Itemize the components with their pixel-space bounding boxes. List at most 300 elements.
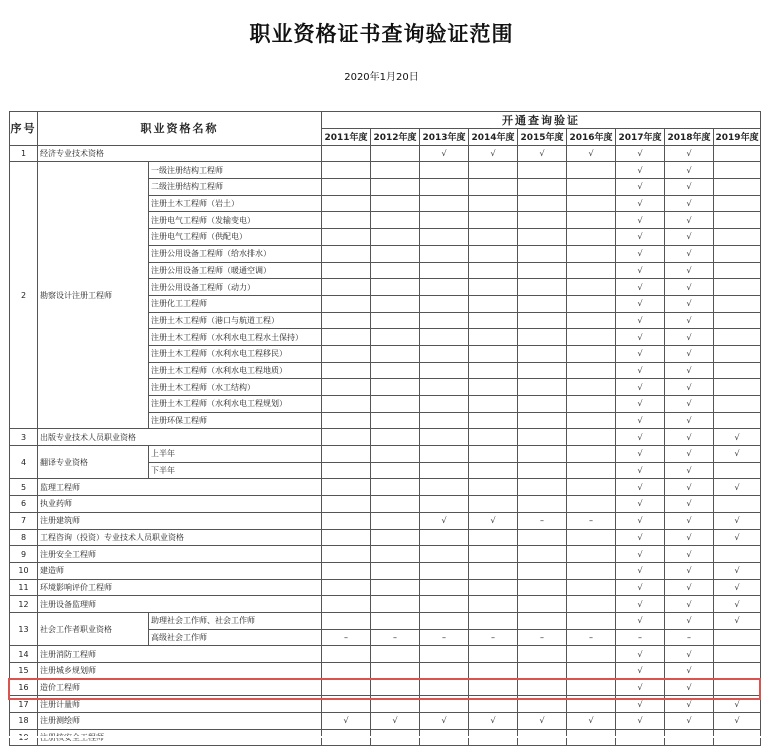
year-mark <box>714 295 761 312</box>
row-number: 2 <box>10 162 38 429</box>
year-mark <box>322 162 371 179</box>
table-row <box>10 162 761 179</box>
header-year: 2017年度 <box>616 129 665 146</box>
year-mark <box>518 446 567 463</box>
qualification-name: 注册设备监理师 <box>38 596 322 613</box>
year-mark <box>371 162 420 179</box>
row-number: 18 <box>10 713 38 730</box>
year-mark <box>371 429 420 446</box>
year-mark: √ <box>665 245 714 262</box>
year-mark <box>469 462 518 479</box>
year-mark <box>469 646 518 663</box>
year-mark <box>469 212 518 229</box>
year-mark <box>567 579 616 596</box>
year-mark <box>371 345 420 362</box>
year-mark: √ <box>714 512 761 529</box>
row-number: 12 <box>10 596 38 613</box>
year-mark <box>469 179 518 196</box>
year-mark <box>322 529 371 546</box>
qualification-name: 社会工作者职业资格 <box>38 612 149 645</box>
table-row <box>10 479 761 496</box>
row-number: 17 <box>10 696 38 713</box>
year-mark <box>420 229 469 246</box>
year-mark <box>420 646 469 663</box>
year-mark <box>371 212 420 229</box>
year-mark: √ <box>322 713 371 730</box>
year-mark: √ <box>665 429 714 446</box>
year-mark <box>714 462 761 479</box>
year-mark <box>518 412 567 429</box>
year-mark <box>420 362 469 379</box>
year-mark <box>469 195 518 212</box>
year-mark: √ <box>616 162 665 179</box>
year-mark: √ <box>616 212 665 229</box>
year-mark <box>420 412 469 429</box>
header-seq: 序号 <box>10 112 38 146</box>
year-mark <box>371 646 420 663</box>
year-mark <box>322 245 371 262</box>
year-mark <box>322 179 371 196</box>
year-mark: √ <box>616 446 665 463</box>
table-row <box>10 713 761 730</box>
year-mark <box>322 329 371 346</box>
year-mark: √ <box>420 512 469 529</box>
row-number: 5 <box>10 479 38 496</box>
year-mark <box>567 412 616 429</box>
year-mark <box>420 312 469 329</box>
year-mark <box>714 312 761 329</box>
sub-qualification-name: 注册环保工程师 <box>149 412 322 429</box>
year-mark <box>469 329 518 346</box>
year-mark: √ <box>616 462 665 479</box>
year-mark <box>371 663 420 680</box>
year-mark <box>518 462 567 479</box>
year-mark <box>371 562 420 579</box>
year-mark: √ <box>665 229 714 246</box>
year-mark: √ <box>616 279 665 296</box>
year-mark: √ <box>567 145 616 162</box>
table-body <box>10 145 761 746</box>
year-mark <box>567 229 616 246</box>
year-mark <box>567 162 616 179</box>
year-mark <box>322 396 371 413</box>
year-mark: √ <box>665 295 714 312</box>
year-mark <box>567 362 616 379</box>
year-mark <box>322 596 371 613</box>
year-mark: √ <box>665 145 714 162</box>
sub-qualification-name: 注册土木工程师（岩土） <box>149 195 322 212</box>
year-mark: √ <box>616 713 665 730</box>
sub-qualification-name: 注册公用设备工程师（给水排水） <box>149 245 322 262</box>
header-year: 2012年度 <box>371 129 420 146</box>
year-mark <box>469 362 518 379</box>
year-mark <box>322 429 371 446</box>
year-mark <box>518 663 567 680</box>
year-mark <box>420 396 469 413</box>
year-mark <box>567 496 616 513</box>
year-mark <box>518 295 567 312</box>
year-mark <box>567 479 616 496</box>
year-mark <box>714 496 761 513</box>
year-mark <box>714 245 761 262</box>
year-mark <box>469 379 518 396</box>
sub-qualification-name: 注册土木工程师（水利水电工程水土保持） <box>149 329 322 346</box>
year-mark <box>567 663 616 680</box>
header-year: 2013年度 <box>420 129 469 146</box>
year-mark <box>420 245 469 262</box>
year-mark: √ <box>714 529 761 546</box>
year-mark <box>714 362 761 379</box>
year-mark: √ <box>616 579 665 596</box>
year-mark <box>518 646 567 663</box>
year-mark: – <box>567 512 616 529</box>
row-number: 7 <box>10 512 38 529</box>
year-mark <box>420 529 469 546</box>
qualification-name: 注册测绘师 <box>38 713 322 730</box>
year-mark <box>322 212 371 229</box>
year-mark <box>322 295 371 312</box>
year-mark <box>518 262 567 279</box>
year-mark <box>518 162 567 179</box>
year-mark <box>714 279 761 296</box>
row-number: 6 <box>10 496 38 513</box>
year-mark <box>322 612 371 629</box>
year-mark <box>371 462 420 479</box>
year-mark <box>714 262 761 279</box>
sub-qualification-name: 上半年 <box>149 446 322 463</box>
year-mark <box>322 579 371 596</box>
year-mark <box>469 663 518 680</box>
year-mark <box>322 496 371 513</box>
year-mark <box>469 345 518 362</box>
year-mark <box>714 629 761 646</box>
year-mark: √ <box>616 529 665 546</box>
year-mark: √ <box>665 462 714 479</box>
sub-qualification-name: 一级注册结构工程师 <box>149 162 322 179</box>
year-mark: √ <box>616 179 665 196</box>
year-mark <box>469 312 518 329</box>
year-mark <box>567 245 616 262</box>
header-row-top <box>10 112 761 129</box>
year-mark <box>518 245 567 262</box>
year-mark <box>322 345 371 362</box>
year-mark <box>322 262 371 279</box>
year-mark: √ <box>665 496 714 513</box>
year-mark <box>567 462 616 479</box>
year-mark <box>567 312 616 329</box>
year-mark: √ <box>714 429 761 446</box>
qualification-name: 注册建筑师 <box>38 512 322 529</box>
table-row <box>10 596 761 613</box>
year-mark: √ <box>616 329 665 346</box>
year-mark <box>518 229 567 246</box>
year-mark <box>518 396 567 413</box>
year-mark: √ <box>371 713 420 730</box>
row-number: 4 <box>10 446 38 479</box>
highlight-box <box>8 678 761 700</box>
row-number: 15 <box>10 663 38 680</box>
year-mark: √ <box>665 696 714 713</box>
year-mark: √ <box>616 612 665 629</box>
year-mark <box>322 379 371 396</box>
year-mark: √ <box>714 579 761 596</box>
year-mark <box>469 412 518 429</box>
year-mark: √ <box>616 312 665 329</box>
year-mark <box>567 295 616 312</box>
year-mark <box>420 212 469 229</box>
year-mark: √ <box>518 713 567 730</box>
year-mark: √ <box>665 195 714 212</box>
year-mark <box>714 646 761 663</box>
year-mark: √ <box>665 646 714 663</box>
sub-qualification-name: 注册公用设备工程师（暖通空调） <box>149 262 322 279</box>
year-mark: √ <box>665 345 714 362</box>
year-mark: √ <box>616 295 665 312</box>
year-mark <box>567 546 616 563</box>
header-year: 2019年度 <box>714 129 761 146</box>
year-mark <box>518 362 567 379</box>
year-mark: √ <box>616 496 665 513</box>
year-mark <box>469 562 518 579</box>
year-mark <box>371 362 420 379</box>
year-mark <box>714 412 761 429</box>
year-mark <box>322 362 371 379</box>
year-mark <box>469 429 518 446</box>
year-mark <box>420 162 469 179</box>
year-mark: √ <box>665 312 714 329</box>
table-row <box>10 529 761 546</box>
qualification-name: 翻译专业资格 <box>38 446 149 479</box>
year-mark <box>371 412 420 429</box>
qualification-name: 环境影响评价工程师 <box>38 579 322 596</box>
year-mark <box>567 262 616 279</box>
sub-qualification-name: 注册土木工程师（水利水电工程规划） <box>149 396 322 413</box>
year-mark: – <box>518 629 567 646</box>
year-mark: √ <box>714 562 761 579</box>
year-mark <box>567 646 616 663</box>
year-mark <box>518 529 567 546</box>
year-mark: √ <box>665 212 714 229</box>
year-mark <box>518 379 567 396</box>
year-mark <box>567 345 616 362</box>
header-year: 2018年度 <box>665 129 714 146</box>
row-number: 3 <box>10 429 38 446</box>
year-mark <box>420 579 469 596</box>
year-mark: √ <box>518 145 567 162</box>
sub-qualification-name: 注册电气工程师（供配电） <box>149 229 322 246</box>
year-mark <box>469 279 518 296</box>
year-mark <box>322 279 371 296</box>
year-mark <box>567 329 616 346</box>
year-mark <box>567 396 616 413</box>
year-mark <box>714 396 761 413</box>
year-mark: √ <box>469 512 518 529</box>
header-year: 2015年度 <box>518 129 567 146</box>
year-mark <box>567 562 616 579</box>
year-mark: √ <box>616 345 665 362</box>
table-row <box>10 512 761 529</box>
sub-qualification-name: 注册电气工程师（发输变电） <box>149 212 322 229</box>
year-mark: √ <box>616 362 665 379</box>
qualification-name: 勘察设计注册工程师 <box>38 162 149 429</box>
year-mark <box>420 546 469 563</box>
year-mark <box>371 312 420 329</box>
row-number: 14 <box>10 646 38 663</box>
year-mark <box>420 345 469 362</box>
year-mark <box>469 446 518 463</box>
year-mark <box>322 562 371 579</box>
year-mark <box>420 195 469 212</box>
header-open: 开通查询验证 <box>322 112 761 129</box>
year-mark: √ <box>616 412 665 429</box>
row-number: 10 <box>10 562 38 579</box>
year-mark <box>469 229 518 246</box>
year-mark <box>322 312 371 329</box>
year-mark <box>567 446 616 463</box>
year-mark <box>420 295 469 312</box>
year-mark: – <box>371 629 420 646</box>
year-mark: – <box>469 629 518 646</box>
year-mark <box>371 396 420 413</box>
year-mark <box>371 145 420 162</box>
table-row <box>10 496 761 513</box>
year-mark: √ <box>616 596 665 613</box>
table-row <box>10 612 761 629</box>
year-mark <box>469 612 518 629</box>
year-mark: √ <box>665 562 714 579</box>
year-mark: √ <box>616 145 665 162</box>
year-mark <box>567 212 616 229</box>
year-mark <box>567 596 616 613</box>
table-row <box>10 562 761 579</box>
year-mark <box>714 329 761 346</box>
year-mark: √ <box>665 362 714 379</box>
year-mark <box>371 512 420 529</box>
qualification-name: 执业药师 <box>38 496 322 513</box>
table-row <box>10 663 761 680</box>
row-number: 1 <box>10 145 38 162</box>
year-mark <box>567 379 616 396</box>
year-mark <box>518 195 567 212</box>
year-mark <box>469 496 518 513</box>
year-mark <box>322 446 371 463</box>
year-mark <box>371 329 420 346</box>
year-mark: – <box>420 629 469 646</box>
year-mark: √ <box>567 713 616 730</box>
year-mark: √ <box>616 663 665 680</box>
table-row <box>10 546 761 563</box>
table-row <box>10 646 761 663</box>
year-mark <box>469 579 518 596</box>
row-number: 13 <box>10 612 38 645</box>
year-mark: √ <box>616 479 665 496</box>
year-mark: √ <box>665 379 714 396</box>
year-mark <box>420 663 469 680</box>
qualification-name: 注册城乡规划师 <box>38 663 322 680</box>
year-mark: √ <box>616 546 665 563</box>
year-mark <box>469 546 518 563</box>
year-mark <box>371 179 420 196</box>
year-mark: √ <box>616 262 665 279</box>
year-mark <box>371 229 420 246</box>
year-mark: √ <box>714 446 761 463</box>
year-mark: √ <box>665 329 714 346</box>
year-mark: √ <box>665 179 714 196</box>
year-mark <box>518 345 567 362</box>
year-mark <box>371 262 420 279</box>
year-mark <box>518 496 567 513</box>
qualification-name: 工程咨询（投资）专业技术人员职业资格 <box>38 529 322 546</box>
year-mark: √ <box>469 713 518 730</box>
year-mark <box>420 429 469 446</box>
year-mark <box>518 579 567 596</box>
header-year: 2016年度 <box>567 129 616 146</box>
year-mark <box>371 379 420 396</box>
year-mark <box>518 212 567 229</box>
year-mark <box>420 279 469 296</box>
year-mark: √ <box>616 229 665 246</box>
year-mark <box>371 245 420 262</box>
year-mark: √ <box>665 596 714 613</box>
year-mark: √ <box>665 713 714 730</box>
year-mark: √ <box>714 696 761 713</box>
year-mark <box>469 396 518 413</box>
year-mark <box>518 312 567 329</box>
row-number: 9 <box>10 546 38 563</box>
year-mark <box>420 179 469 196</box>
year-mark: √ <box>420 145 469 162</box>
year-mark <box>371 496 420 513</box>
year-mark: – <box>567 629 616 646</box>
year-mark <box>371 479 420 496</box>
year-mark <box>420 612 469 629</box>
year-mark <box>371 596 420 613</box>
year-mark: √ <box>714 596 761 613</box>
year-mark: √ <box>714 713 761 730</box>
year-mark <box>714 195 761 212</box>
qualification-table <box>9 111 761 746</box>
year-mark: √ <box>616 195 665 212</box>
year-mark <box>518 546 567 563</box>
year-mark: – <box>665 629 714 646</box>
sub-qualification-name: 注册土木工程师（水利水电工程地质） <box>149 362 322 379</box>
year-mark <box>714 345 761 362</box>
year-mark <box>518 562 567 579</box>
year-mark <box>469 162 518 179</box>
year-mark: – <box>322 629 371 646</box>
year-mark: √ <box>616 429 665 446</box>
qualification-name: 注册安全工程师 <box>38 546 322 563</box>
year-mark <box>322 663 371 680</box>
year-mark <box>322 462 371 479</box>
year-mark <box>322 512 371 529</box>
year-mark: √ <box>665 412 714 429</box>
year-mark <box>420 496 469 513</box>
year-mark: √ <box>616 245 665 262</box>
year-mark: √ <box>665 612 714 629</box>
year-mark <box>322 195 371 212</box>
year-mark: √ <box>665 663 714 680</box>
year-mark <box>420 329 469 346</box>
row-number: 16 <box>10 679 38 696</box>
sub-qualification-name: 注册土木工程师（水工结构） <box>149 379 322 396</box>
year-mark <box>371 612 420 629</box>
year-mark <box>567 612 616 629</box>
year-mark: √ <box>665 679 714 696</box>
year-mark <box>567 279 616 296</box>
qualification-name: 出版专业技术人员职业资格 <box>38 429 322 446</box>
year-mark <box>518 179 567 196</box>
